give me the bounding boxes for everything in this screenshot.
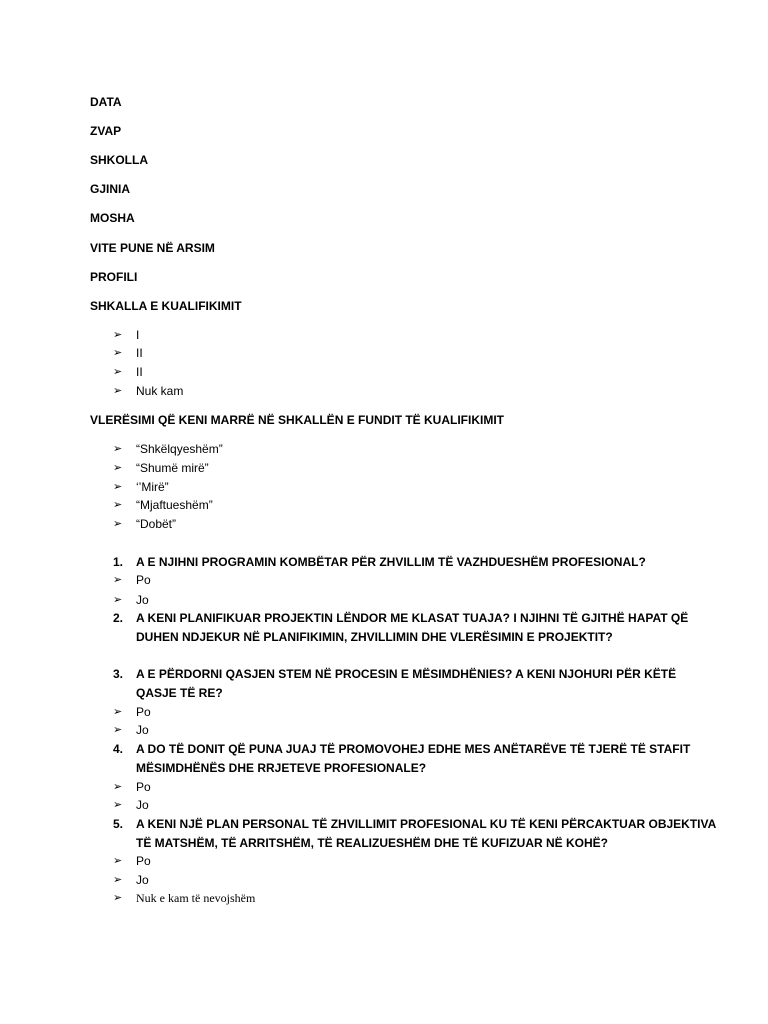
field-gjinia: GJINIA [90, 182, 131, 196]
question-text: A KENI PLANIFIKUAR PROJEKTIN LËNDOR ME KLASAT TUAJA? I NJIHNI TË GJITHË HAPAT QË [136, 611, 689, 625]
bullet-arrow-icon: ➢ [113, 724, 123, 736]
qualification-option: II [136, 365, 143, 379]
field-zvap: ZVAP [90, 124, 122, 138]
question-text: MËSIMDHËNËS DHE RRJETEVE PROFESIONALE? [136, 761, 427, 775]
qualification-option: I [136, 328, 140, 342]
question-text: QASJE TË RE? [136, 686, 223, 700]
question-number: 4. [113, 742, 124, 756]
field-data: DATA [90, 95, 122, 109]
evaluation-option: “Mjaftueshëm” [136, 498, 213, 512]
answer-option: Po [136, 705, 151, 719]
evaluation-option: “Shumë mirë” [136, 461, 209, 475]
bullet-arrow-icon: ➢ [113, 594, 123, 606]
question-number: 1. [113, 555, 124, 569]
answer-option: Po [136, 573, 151, 587]
field-vite-pune: VITE PUNE NË ARSIM [90, 241, 215, 255]
answer-option: Jo [136, 723, 149, 737]
question-text: TË MATSHËM, TË ARRITSHËM, TË REALIZUESHËM DHE TË KUFIZUAR NË KOHË? [136, 836, 609, 850]
question-number: 5. [113, 817, 124, 831]
question-text: A E PËRDORNI QASJEN STEM NË PROCESIN E MËSIMDHËNIES? A KENI NJOHURI PËR KËTË [136, 667, 677, 681]
evaluation-option: “Dobët” [136, 517, 177, 531]
answer-option: Jo [136, 873, 149, 887]
bullet-arrow-icon: ➢ [113, 799, 123, 811]
bullet-arrow-icon: ➢ [113, 706, 123, 718]
answer-option: Po [136, 780, 151, 794]
question-text: DUHEN NDJEKUR NË PLANIFIKIMIN, ZHVILLIMIN DHE VLERËSIMIN E PROJEKTIT? [136, 630, 613, 644]
field-profili: PROFILI [90, 270, 138, 284]
bullet-arrow-icon: ➢ [113, 347, 123, 359]
bullet-arrow-icon: ➢ [113, 855, 123, 867]
field-shkolla: SHKOLLA [90, 153, 148, 167]
bullet-arrow-icon: ➢ [113, 892, 123, 904]
question-text: A E NJIHNI PROGRAMIN KOMBËTAR PËR ZHVILLIM TË VAZHDUESHËM PROFESIONAL? [136, 555, 646, 569]
bullet-arrow-icon: ➢ [113, 462, 123, 474]
qualification-option: II [136, 346, 143, 360]
bullet-arrow-icon: ➢ [113, 781, 123, 793]
answer-option: Nuk e kam të nevojshëm [136, 891, 256, 905]
answer-option: Po [136, 854, 151, 868]
bullet-arrow-icon: ➢ [113, 329, 123, 341]
question-text: A KENI NJË PLAN PERSONAL TË ZHVILLIMIT PROFESIONAL KU TË KENI PËRCAKTUAR OBJEKTIVA [136, 817, 717, 831]
bullet-arrow-icon: ➢ [113, 385, 123, 397]
bullet-arrow-icon: ➢ [113, 481, 123, 493]
evaluation-option: ‘’Mirë” [136, 480, 169, 494]
answer-option: Jo [136, 798, 149, 812]
evaluation-option: “Shkëlqyeshëm” [136, 442, 223, 456]
field-shkalla: SHKALLA E KUALIFIKIMIT [90, 299, 242, 313]
bullet-arrow-icon: ➢ [113, 574, 123, 586]
bullet-arrow-icon: ➢ [113, 366, 123, 378]
bullet-arrow-icon: ➢ [113, 518, 123, 530]
bullet-arrow-icon: ➢ [113, 874, 123, 886]
field-mosha: MOSHA [90, 211, 135, 225]
qualification-option: Nuk kam [136, 384, 184, 398]
evaluation-heading: VLERËSIMI QË KENI MARRË NË SHKALLËN E FUNDIT TË KUALIFIKIMIT [90, 413, 505, 427]
question-number: 2. [113, 611, 124, 625]
question-text: A DO TË DONIT QË PUNA JUAJ TË PROMOVOHEJ EDHE MES ANËTARËVE TË TJERË TË STAFIT [136, 742, 691, 756]
question-number: 3. [113, 667, 124, 681]
bullet-arrow-icon: ➢ [113, 443, 123, 455]
answer-option: Jo [136, 593, 149, 607]
bullet-arrow-icon: ➢ [113, 499, 123, 511]
